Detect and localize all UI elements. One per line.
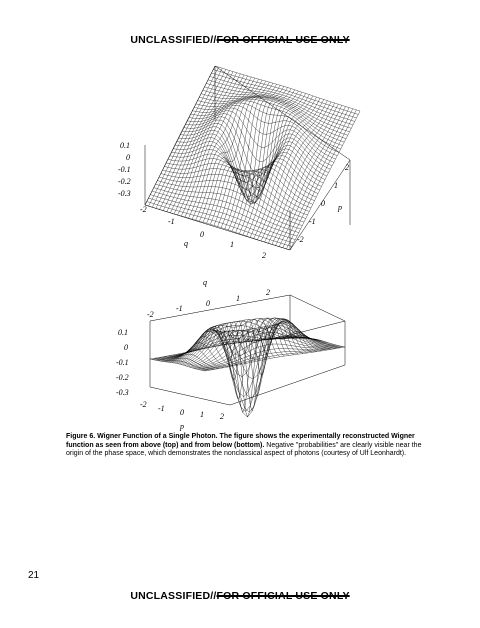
z-tick-label: 0 [126,153,130,162]
q-tick-label: 1 [236,294,240,303]
p-tick-label: 0 [321,199,325,208]
p-tick-label: 1 [200,410,204,419]
mesh-line [286,110,356,249]
marking-struck-text: FOR OFFICIAL USE ONLY [216,34,350,46]
caption-normal-text: Negative "probabilities" are clearly visible near the origin of the phase space, which demonstrates the nonclassical aspect of photons (courtesy of Ulf Leonhardt). [66,441,422,458]
mesh-line [203,83,273,222]
bottom-q-axis-ticks [147,278,270,319]
header-classification-marking [0,34,480,46]
mesh-line [214,86,284,225]
p-tick-label: 1 [334,181,338,190]
mesh-line [180,127,325,203]
p-tick-label: 2 [345,163,349,172]
p-tick-label: -1 [158,404,165,413]
mesh-line [183,320,323,379]
q-tick-label: 2 [262,251,266,260]
mesh-line [283,109,353,248]
q-tick-label: -1 [168,217,175,226]
mesh-line [170,74,240,213]
top-q-axis-ticks [140,205,266,260]
bottom-z-axis-ticks [116,328,129,397]
q-tick-label: 0 [200,230,204,239]
bottom-wigner-surface-plot [0,275,480,435]
caption-bold-text: Figure 6. Wigner Function of a Single Photon. The figure shows the experimentally reconstructed Wigner function as seen from above (top) and from below (bottom). [66,433,415,449]
q-tick-label: -1 [176,304,183,313]
q-tick-label: 1 [230,240,234,249]
mesh-line [261,102,331,241]
z-tick-label: -0.1 [116,358,129,367]
p-tick-label: -2 [297,235,304,244]
p-axis-label: p [338,203,342,212]
marking-prefix: UNCLASSIFIED// [130,34,217,46]
top-p-axis-ticks [297,163,349,244]
mesh-line [178,319,318,417]
q-axis-label: q [184,239,188,248]
z-tick-label: 0.1 [118,328,128,337]
bottom-p-axis-ticks [140,400,224,431]
p-tick-label: -1 [309,217,316,226]
p-tick-label: 2 [220,412,224,421]
top-z-axis-ticks [118,141,131,198]
p-tick-label: 0 [180,408,184,417]
q-tick-label: -2 [147,310,154,319]
p-axis-label: p [180,422,184,431]
z-tick-label: -0.1 [118,165,131,174]
mesh-line [207,84,277,223]
bottom-surface-grid [150,318,345,417]
z-tick-label: 0.1 [120,141,130,150]
z-tick-label: -0.3 [118,189,131,198]
mesh-line [174,318,314,397]
q-tick-label: 0 [206,299,210,308]
q-axis-label: q [203,278,207,287]
mesh-line [171,146,316,198]
footer-classification-marking [0,590,480,602]
z-tick-label: -0.2 [118,177,131,186]
top-wigner-surface-plot [0,50,480,270]
p-tick-label: -2 [140,400,147,409]
z-tick-label: -0.3 [116,388,129,397]
z-tick-label: 0 [124,343,128,352]
q-tick-label: -2 [140,205,147,214]
top-surface-grid [145,66,360,250]
marking-struck-text: FOR OFFICIAL USE ONLY [216,590,350,602]
mesh-line [228,91,298,230]
marking-prefix: UNCLASSIFIED// [130,590,217,602]
page-number: 21 [28,570,40,581]
q-tick-label: 2 [266,288,270,297]
mesh-line [163,72,233,211]
figure-caption [66,433,426,459]
z-tick-label: -0.2 [116,373,129,382]
mesh-line [167,73,237,212]
